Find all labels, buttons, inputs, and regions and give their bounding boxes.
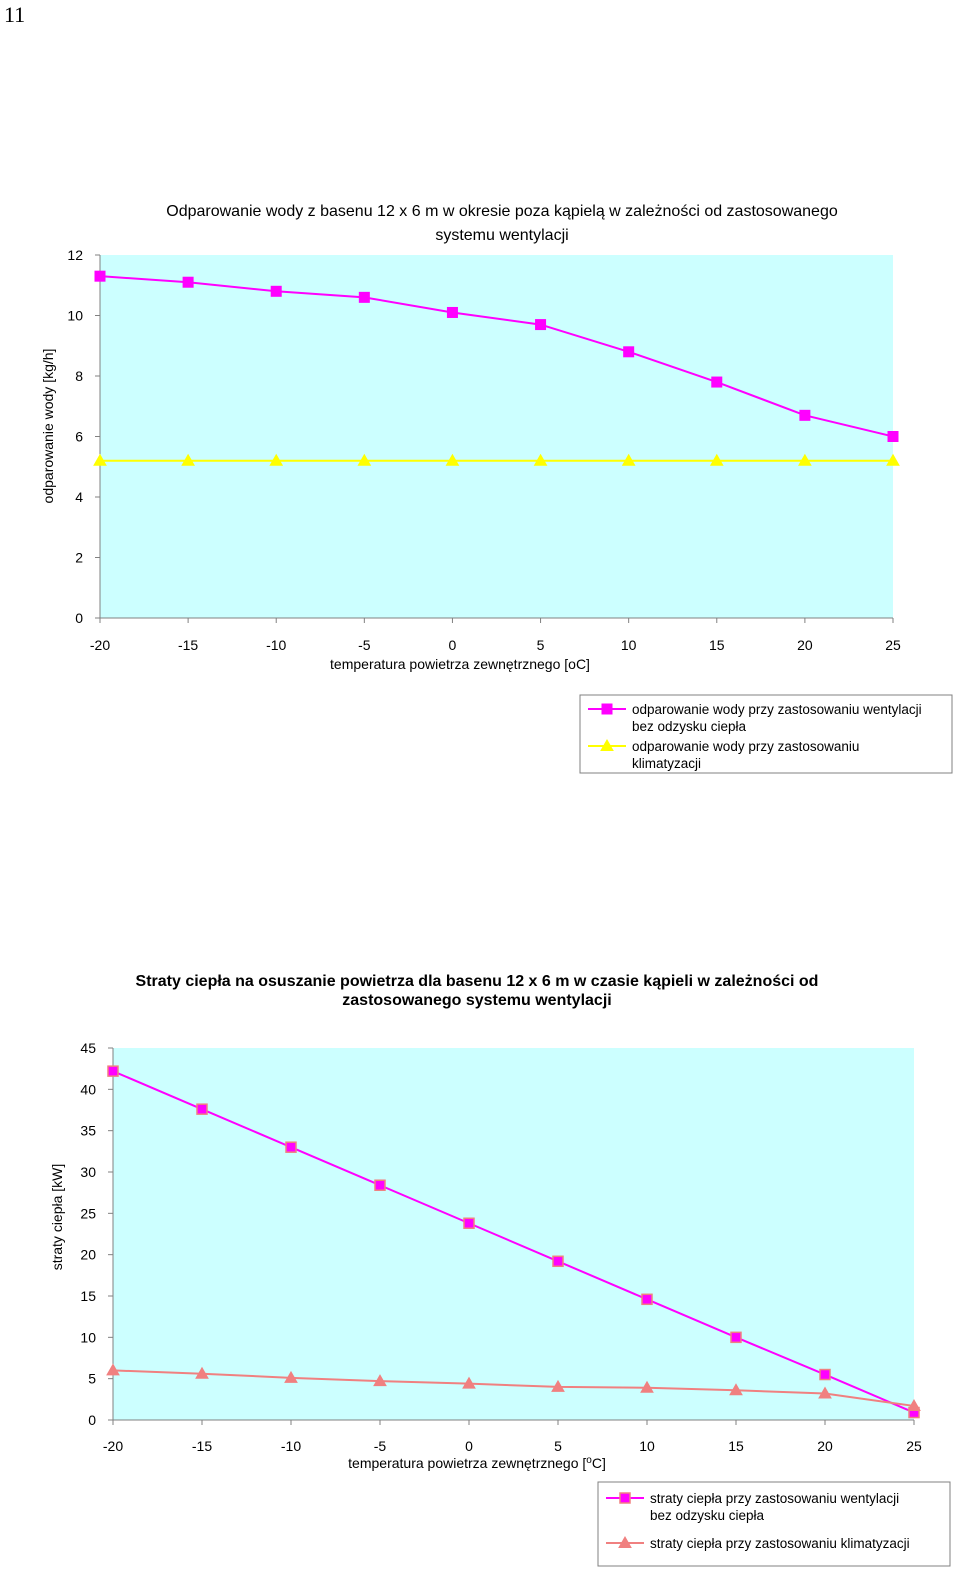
- x-tick-label: 0: [448, 637, 457, 653]
- evaporation-chart: [0, 190, 960, 790]
- x-tick-label: 5: [536, 637, 545, 653]
- data-point: [447, 307, 457, 317]
- x-tick-label: 15: [708, 637, 725, 653]
- data-point: [712, 377, 722, 387]
- x-tick-label: -10: [266, 637, 287, 653]
- plot-area: [100, 255, 893, 618]
- legend-label: bez odzysku ciepła: [632, 719, 747, 734]
- x-tick-label: 5: [554, 1438, 562, 1454]
- data-point: [536, 320, 546, 330]
- y-tick-label: 15: [80, 1288, 96, 1304]
- data-point: [359, 292, 369, 302]
- y-tick-label: 2: [75, 549, 83, 566]
- heat-loss-chart: [0, 960, 960, 1580]
- y-tick-label: 40: [80, 1081, 96, 1098]
- x-tick-label: -5: [373, 1438, 387, 1454]
- y-tick-label: 8: [75, 368, 83, 384]
- legend-label: odparowanie wody przy zastosowaniu: [632, 739, 860, 754]
- x-tick-label: -5: [358, 637, 371, 653]
- data-point: [183, 277, 193, 287]
- y-tick-label: 20: [80, 1246, 96, 1263]
- chart-title: Odparowanie wody z basenu 12 x 6 m w okresie poza kąpielą w zależności od zastosowanego: [166, 203, 838, 220]
- x-axis-label: temperatura powietrza zewnętrznego [oC]: [330, 656, 590, 672]
- data-point: [800, 410, 810, 420]
- x-tick-label: -15: [177, 637, 199, 653]
- x-tick-label: 0: [465, 1438, 473, 1454]
- data-point: [286, 1142, 296, 1152]
- x-tick-label: 15: [728, 1438, 744, 1454]
- y-tick-label: 5: [88, 1370, 96, 1387]
- data-point: [553, 1256, 563, 1266]
- y-tick-label: 10: [80, 1329, 96, 1346]
- x-tick-label: -10: [280, 1438, 302, 1454]
- y-tick-label: 0: [88, 1412, 96, 1428]
- y-tick-label: 6: [75, 428, 83, 445]
- legend-label: odparowanie wody przy zastosowaniu wentylacji: [632, 702, 922, 717]
- y-tick-label: 4: [75, 489, 83, 505]
- data-point: [642, 1294, 652, 1304]
- y-tick-label: 25: [80, 1205, 96, 1222]
- x-tick-label: 10: [639, 1438, 655, 1454]
- data-point: [375, 1180, 385, 1190]
- plot-area: [113, 1048, 914, 1420]
- data-point: [731, 1332, 741, 1342]
- y-tick-label: 12: [67, 247, 83, 263]
- legend-label: straty ciepła przy zastosowaniu wentylacji: [650, 1491, 900, 1506]
- legend: [598, 1482, 950, 1566]
- legend-marker: [602, 704, 612, 714]
- chart-title: Straty ciepła na osuszanie powietrza dla basenu 12 x 6 m w czasie kąpieli w zależności od: [135, 973, 819, 990]
- y-tick-label: 35: [80, 1122, 96, 1139]
- y-axis-label: odparowanie wody [kg/h]: [40, 348, 56, 504]
- page-number: 11: [4, 2, 26, 27]
- data-point: [271, 286, 281, 296]
- x-tick-label: 20: [797, 637, 813, 653]
- chart-title: systemu wentylacji: [435, 227, 569, 244]
- x-tick-label: 20: [817, 1438, 833, 1454]
- x-tick-label: 25: [885, 637, 901, 653]
- legend-label: straty ciepła przy zastosowaniu klimatyzacji: [650, 1536, 910, 1551]
- x-tick-label: -20: [102, 1438, 124, 1454]
- legend: [580, 695, 952, 773]
- data-point: [820, 1370, 830, 1380]
- x-tick-label: 10: [620, 637, 637, 653]
- data-point: [95, 271, 105, 281]
- chart-title: zastosowanego systemu wentylacji: [342, 992, 612, 1009]
- x-tick-label: 25: [906, 1438, 922, 1454]
- data-point: [464, 1218, 474, 1228]
- x-tick-label: -20: [89, 637, 111, 653]
- y-tick-label: 0: [75, 610, 83, 626]
- x-axis-label: temperatura powietrza zewnętrznego [$^o$C]: [348, 1455, 606, 1471]
- legend-marker: [620, 1493, 630, 1503]
- data-point: [888, 432, 898, 442]
- data-point: [108, 1066, 118, 1076]
- y-tick-label: 45: [80, 1040, 96, 1056]
- legend-label: bez odzysku ciepła: [650, 1508, 765, 1523]
- x-tick-label: -15: [191, 1438, 213, 1454]
- data-point: [197, 1104, 207, 1114]
- y-tick-label: 10: [67, 307, 83, 324]
- legend-label: klimatyzacji: [632, 756, 702, 771]
- y-axis-label: straty ciepła [kW]: [49, 1163, 65, 1271]
- y-tick-label: 30: [80, 1164, 96, 1180]
- data-point: [624, 347, 634, 357]
